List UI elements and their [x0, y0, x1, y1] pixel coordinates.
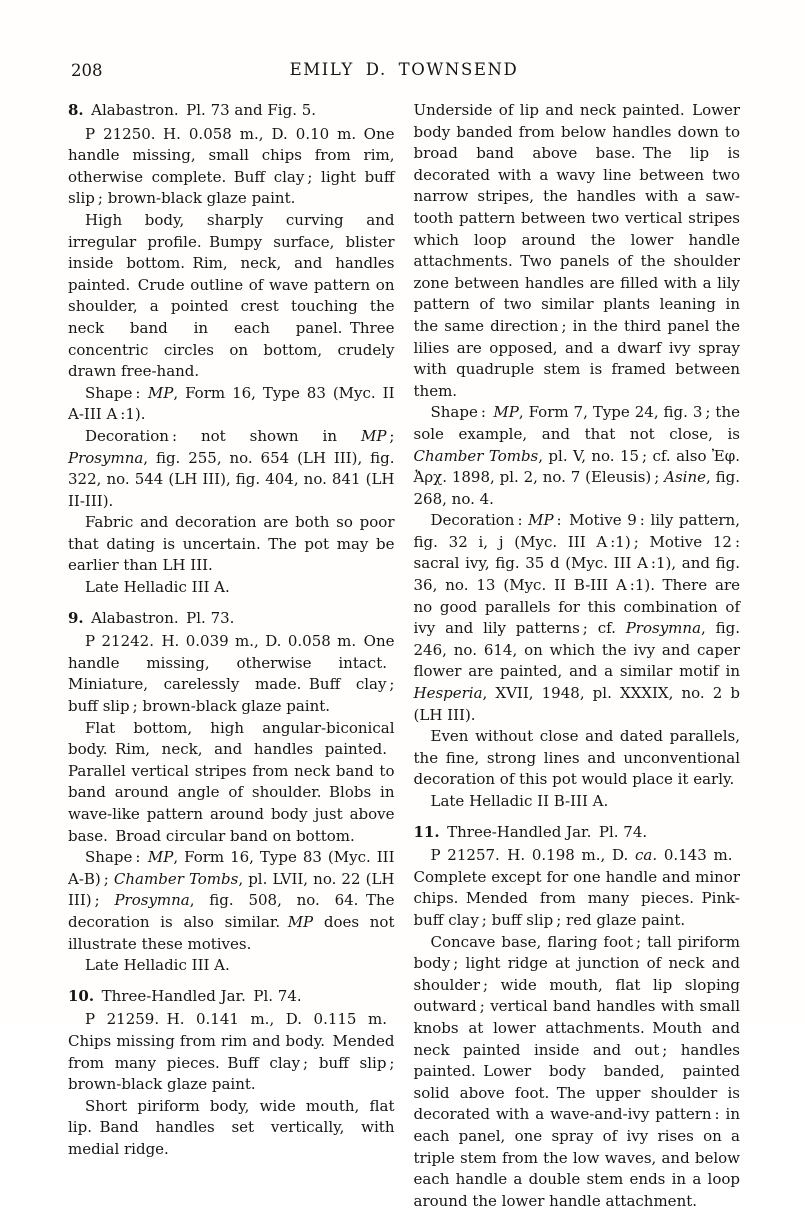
text-run: Concave base, flaring foot ; tall piriform body ; light ridge at junction of neck and shoulder ; wide mouth, flat lip sloping outward ; vertical band handles with small knobs at lower attachments. Mouth and neck painted inside and out ; handles painted. Lower body banded, painted solid above foot. The upper shoulder is decorated with a wave-and-ivy pattern : in each panel, one spray of ivy rises on a triple stem from the low waves, and below each handle a double stem ends in a loop around the lower handle attachment. — [413, 932, 740, 1210]
page-header — [68, 60, 740, 80]
text-run: Late Helladic II B-III A. — [430, 792, 609, 810]
text-run: 0.143 m. Complete except for one handle and minor chips. Mended from many pieces. Pink-buff clay ; buff slip ; red glaze paint. — [413, 846, 740, 929]
text-columns — [68, 100, 740, 1212]
text-run: , pl. V, no. 15 ; cf. also Ἐφ. Ἀρχ. 1898, pl. 2, no. 7 (Eleusis) ; — [413, 446, 740, 487]
text-run: Prosymna — [114, 891, 190, 910]
text-run: Even without close and dated parallels, the fine, strong lines and unconventional decoration of this pot would place it early. — [413, 727, 740, 789]
text-run: Underside of lip and neck painted. Lower body banded from below handles down to broad band above base. The lip is decorated with a wavy line between two narrow stripes, the handles with a saw-tooth pattern between two vertical stripes which loop around the lower handle attachments. Two panels of the shoulder zone between handles are filled with a lily pattern of two similar plants leaning in the same direction ; in the third panel the lilies are opposed, and a dwarf ivy spray with quadruple stem is framed between them. — [413, 101, 740, 400]
text-run: MP — [528, 511, 554, 530]
text-run: , Form 16, Type 83 (Myc. III A-B) ; — [68, 848, 395, 888]
text-run: : Motive 9 : lily pattern, fig. 32 i, j (Myc. III A :1) ; Motive 12 : sacral ivy, fig. 35 d (Myc. III A :1), and fig. 36, no. 13 (Myc. II B-III A :1). There are no good parallels for this combination of ivy and lily patterns ; cf. — [413, 511, 740, 638]
text-run: Shape : — [85, 383, 148, 402]
text-run: , fig. 508, no. 64. The decoration is also similar. — [68, 891, 395, 931]
text-run: , fig. 255, no. 654 (LH III), fig. 322, no. 544 (LH III), fig. 404, no. 841 (LH II-III). — [68, 448, 395, 510]
paragraph — [414, 845, 741, 931]
entry-heading — [414, 822, 741, 844]
text-run: Fabric and decoration are both so poor that dating is uncertain. The pot may be earlier than LH III. — [68, 513, 395, 575]
entry-heading — [68, 986, 395, 1008]
text-run: Short piriform body, wide mouth, flat lip. Band handles set vertically, with medial ridge. — [68, 1096, 395, 1158]
text-run: , fig. 246, no. 614, on which the ivy and caper flower are painted, and a similar motif in — [413, 619, 740, 681]
text-run: Late Helladic III A. — [85, 956, 230, 975]
running-head: EMILY D. TOWNSEND — [289, 60, 519, 79]
text-run: 9. — [68, 608, 84, 627]
paragraph — [68, 1009, 395, 1095]
text-run: Hesperia — [413, 684, 483, 703]
text-run: Flat bottom, high angular-biconical body. Rim, neck, and handles painted. Parallel vertical stripes from neck band to band around angle of shoulder. Blobs in wave-like pattern around body just above base. Broad circular band on bottom. — [68, 718, 395, 845]
text-run: P 21242. H. 0.039 m., D. 0.058 m. One handle missing, otherwise intact. Miniature, carelessly made. Buff clay ; buff slip ; brown-black glaze paint. — [68, 632, 395, 716]
text-run: Prosymna — [625, 619, 702, 638]
paragraph — [68, 210, 395, 383]
text-run: Prosymna — [68, 448, 144, 467]
paragraph — [68, 577, 395, 599]
text-run: 11. — [413, 822, 440, 841]
text-run: ca. — [634, 846, 658, 865]
text-run: Late Helladic III A. — [85, 578, 230, 597]
text-run: does not illustrate these motives. — [68, 912, 395, 953]
paragraph — [68, 718, 395, 848]
text-run: Shape : — [85, 848, 148, 867]
text-run: P 21257. H. 0.198 m., D. — [430, 846, 635, 865]
text-run: , Form 16, Type 83 (Myc. II A-III A :1). — [68, 383, 395, 424]
text-run: Decoration : not shown in — [85, 426, 361, 445]
paragraph — [414, 791, 741, 813]
column-right — [414, 100, 741, 1212]
text-run: MP — [493, 403, 519, 422]
text-run: ; — [386, 426, 395, 445]
paragraph — [414, 932, 741, 1212]
text-run: Three-Handled Jar. Pl. 74. — [94, 986, 302, 1005]
paragraph — [68, 426, 395, 512]
paragraph — [414, 726, 741, 791]
text-run: P 21259. H. 0.141 m., D. 0.115 m. Chips missing from rim and body. Mended from many pieces. Buff clay ; buff slip ; brown-black glaze paint. — [68, 1010, 395, 1094]
text-run: P 21250. H. 0.058 m., D. 0.10 m. One handle missing, small chips from rim, otherwise complete. Buff clay ; light buff slip ; brown-black glaze paint. — [68, 124, 395, 208]
entry-heading — [68, 100, 395, 122]
column-left — [68, 100, 395, 1161]
paragraph — [68, 955, 395, 977]
text-run: MP — [147, 848, 174, 867]
paragraph — [68, 1096, 395, 1161]
paragraph — [68, 383, 395, 426]
paragraph — [68, 512, 395, 577]
text-run: , XVII, 1948, pl. XXXIX, no. 2 b (LH III). — [413, 684, 740, 724]
text-run: Three-Handled Jar. Pl. 74. — [439, 822, 648, 841]
text-run: , pl. LVII, no. 22 (LH III) ; — [68, 869, 395, 910]
text-run: Chamber Tombs — [113, 869, 239, 888]
text-run: 10. — [68, 986, 95, 1005]
paragraph — [414, 100, 741, 402]
text-run: MP — [147, 383, 174, 402]
text-run: Alabastron. Pl. 73 and Fig. 5. — [83, 101, 317, 119]
paragraph — [68, 847, 395, 955]
text-run: MP — [287, 912, 314, 931]
paragraph — [414, 510, 741, 726]
paragraph — [68, 631, 395, 717]
entry-heading — [68, 608, 395, 630]
text-run: Asine — [664, 468, 707, 487]
paragraph — [414, 402, 741, 510]
text-run: Alabastron. Pl. 73. — [83, 608, 235, 627]
page-number: 208 — [71, 61, 103, 80]
text-run: Shape : — [430, 403, 494, 422]
text-run: 8. — [68, 101, 84, 119]
text-run: Decoration : — [430, 511, 529, 530]
text-run: Chamber Tombs — [413, 446, 539, 465]
text-run: High body, sharply curving and irregular profile. Bumpy surface, blister inside bottom. Rim, neck, and handles painted. Crude outline of wave pattern on shoulder, a pointed crest touching the neck band in each panel. Three concentric circles on bottom, crudely drawn free-hand. — [68, 210, 395, 381]
text-run: , Form 7, Type 24, fig. 3 ; the sole example, and that not close, is — [413, 403, 740, 443]
text-run: , fig. 268, no. 4. — [413, 468, 740, 508]
paragraph — [68, 124, 395, 210]
text-run: MP — [360, 426, 387, 445]
